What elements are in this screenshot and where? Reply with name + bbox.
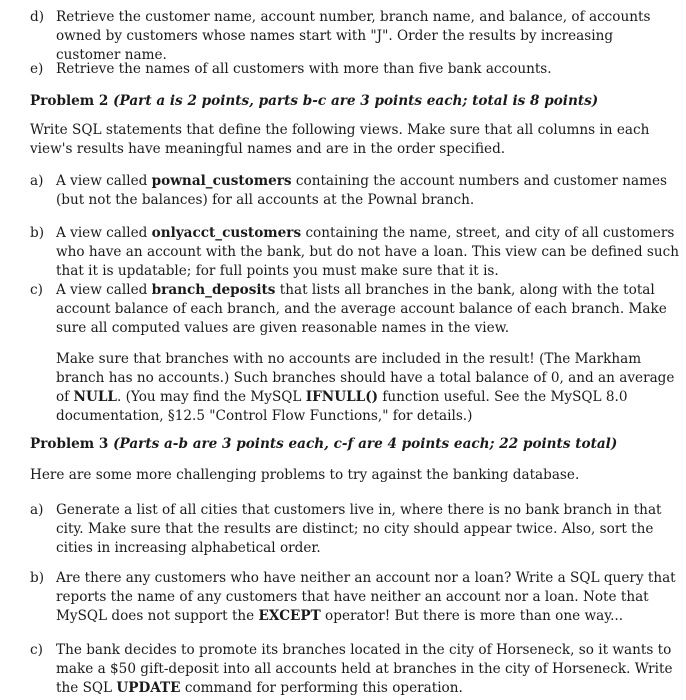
item-label: b) <box>30 225 45 241</box>
item-text: A view called onlyacct_customers containing the name, street, and city of all customers who have an account with the bank, but do not have a loan. This view can be defined such that it is updatable; for full points you must make sure that it is. <box>56 225 679 279</box>
problem3-heading <box>30 435 680 454</box>
item-label: c) <box>30 282 43 298</box>
problem2-note: Make sure that branches with no accounts are included in the result! (The Markham branch has no accounts.) Such branches should have a total balance of 0, and an average of NULL. (You may find the MySQL IFNULL() function useful. See the MySQL 8.0 documentation, §12.5 "Control Flow Functions," for details.) <box>56 351 675 424</box>
problem2-points: (Part a is 2 points, parts b-c are 3 points each; total is 8 points) <box>113 93 599 109</box>
item-text: Generate a list of all cities that customers live in, where there is no bank branch in that city. Make sure that the results are distinct; no city should appear twice. Also, sort the cities in increasing alphabetical order. <box>56 502 662 556</box>
problem2-title: Problem 2 <box>30 93 109 109</box>
item-label: e) <box>30 61 44 77</box>
problem3-points: (Parts a-b are 3 points each, c-f are 4 points each; 22 points total) <box>113 436 618 452</box>
view-name: branch_deposits <box>151 282 276 298</box>
item-label: c) <box>30 642 43 658</box>
problem2-item-c <box>30 281 680 338</box>
view-name: onlyacct_customers <box>151 225 302 241</box>
item-label: a) <box>30 502 44 518</box>
problem1-item-d <box>30 8 680 65</box>
ifnull-keyword: IFNULL() <box>305 389 379 405</box>
item-text: A view called branch_deposits that lists all branches in the bank, along with the total account balance of each branch, and the average account balance of each branch. Make sure all computed values are given reasonable names in the view. <box>56 282 667 336</box>
problem2-heading <box>30 92 680 111</box>
problem2-item-b <box>30 224 680 281</box>
problem2-item-a <box>30 172 680 210</box>
except-keyword: EXCEPT <box>258 608 321 624</box>
item-label: b) <box>30 570 45 586</box>
problem3-title: Problem 3 <box>30 436 109 452</box>
problem3-intro: Here are some more challenging problems to try against the banking database. <box>30 467 580 483</box>
view-name: pownal_customers <box>151 173 292 189</box>
problem3-item-b <box>30 569 680 626</box>
problem3-item-a <box>30 501 680 558</box>
item-label: a) <box>30 173 44 189</box>
item-label: d) <box>30 9 45 25</box>
null-keyword: NULL <box>73 389 117 405</box>
item-text: The bank decides to promote its branches located in the city of Horseneck, so it wants to make a $50 gift-deposit into all accounts held at branches in the city of Horseneck. Write the SQL UPDATE command for performing this operation. <box>56 642 673 696</box>
problem1-item-e <box>30 60 680 79</box>
item-text: Are there any customers who have neither an account nor a loan? Write a SQL query that reports the name of any customers that have neither an account nor a loan. Note that MySQL does not support the EXCEPT operator! But there is more than one way... <box>56 570 676 624</box>
item-text: A view called pownal_customers containing the account numbers and customer names (but not the balances) for all accounts at the Pownal branch. <box>56 173 667 208</box>
item-text: Retrieve the names of all customers with more than five bank accounts. <box>56 61 552 77</box>
problem3-item-c <box>30 641 680 698</box>
item-text: Retrieve the customer name, account number, branch name, and balance, of accounts owned by customers whose names start with "J". Order the results by increasing customer name. <box>56 9 651 63</box>
update-keyword: UPDATE <box>116 680 181 696</box>
problem2-intro: Write SQL statements that define the following views. Make sure that all columns in each view's results have meaningful names and are in the order specified. <box>30 122 650 157</box>
